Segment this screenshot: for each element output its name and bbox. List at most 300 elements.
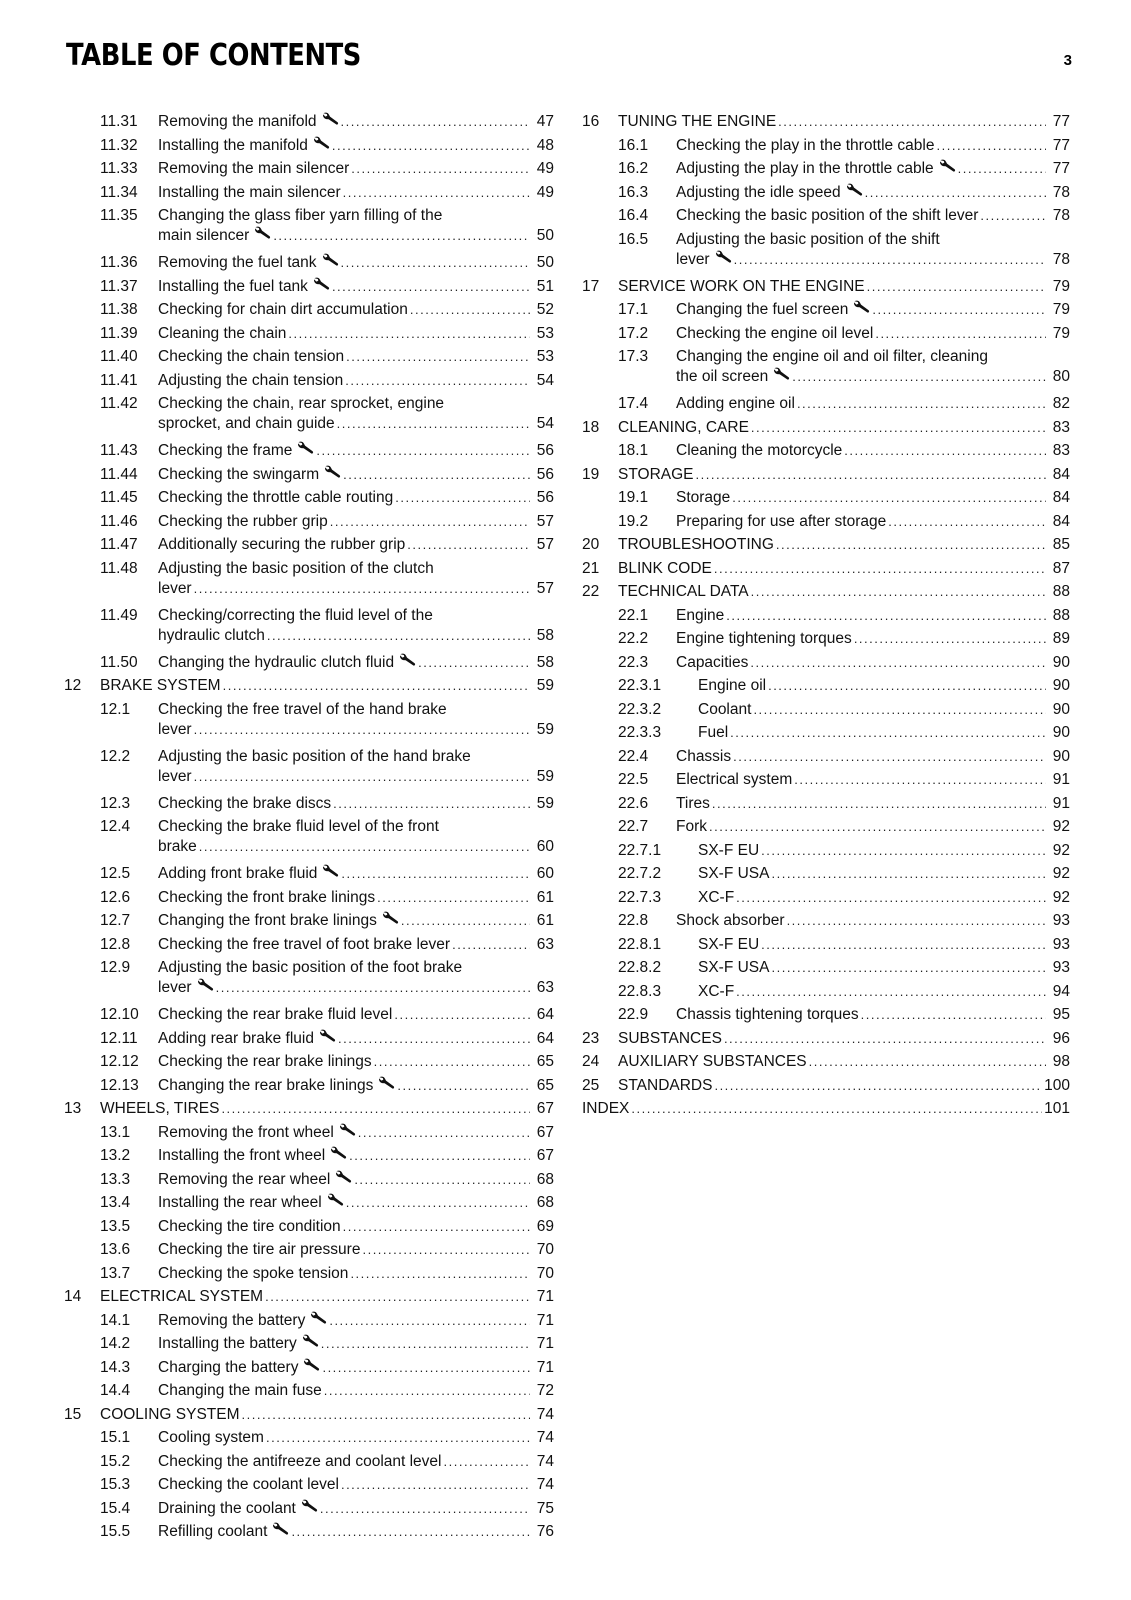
toc-entry-title: BRAKE SYSTEM	[100, 677, 221, 694]
toc-entry[interactable]	[64, 1074, 554, 1098]
toc-entry-title: the oil screen	[676, 368, 769, 385]
toc-entry[interactable]	[582, 557, 1070, 581]
toc-entry-number: 12.13	[100, 1076, 139, 1094]
dot-leader	[194, 765, 530, 789]
toc-entry-page: 98	[1052, 1053, 1070, 1070]
toc-entry[interactable]	[64, 1050, 554, 1074]
toc-entry-page: 67	[536, 1100, 554, 1117]
toc-entry-page: 96	[1052, 1029, 1070, 1047]
toc-entry-page: 57	[536, 512, 554, 530]
toc-entry-number: 11.41	[100, 371, 138, 389]
toc-entry-page: 93	[1052, 935, 1070, 953]
toc-entry-page: 49	[536, 160, 554, 177]
dot-leader	[792, 365, 1046, 389]
toc-entry[interactable]	[582, 275, 1070, 299]
toc-entry-number: 22	[582, 583, 600, 600]
toc-entry-title: Installing the rear wheel	[158, 1194, 322, 1211]
toc-entry-title: Electrical system	[676, 771, 793, 788]
toc-entry-page: 85	[1052, 536, 1070, 553]
toc-entry[interactable]	[64, 698, 554, 742]
toc-entry-number: 14.1	[100, 1311, 131, 1329]
toc-entry-number: 12.4	[100, 818, 131, 835]
toc-entry-title: SERVICE WORK ON THE ENGINE	[618, 277, 865, 295]
dot-leader	[407, 533, 530, 557]
toc-entry[interactable]	[64, 110, 554, 134]
toc-entry[interactable]	[582, 110, 1070, 134]
toc-entry[interactable]	[582, 815, 1070, 839]
toc-entry-number: 16.4	[618, 207, 649, 224]
toc-entry[interactable]	[64, 1027, 554, 1051]
toc-entry-number: 11.47	[100, 536, 138, 553]
toc-entry-title: Checking the coolant level	[158, 1476, 339, 1493]
toc-entry[interactable]	[582, 956, 1070, 980]
toc-entry-number: 11.46	[100, 512, 138, 530]
toc-entry-title: lever	[158, 720, 192, 738]
toc-entry[interactable]	[64, 1473, 554, 1497]
toc-entry-title: Preparing for use after storage	[676, 512, 887, 530]
dot-leader	[324, 1379, 530, 1403]
toc-entry-number: 22.8.3	[618, 982, 662, 1000]
toc-entry[interactable]	[582, 792, 1070, 816]
toc-entry-title: Checking the front brake linings	[158, 888, 376, 906]
dot-leader	[332, 134, 530, 158]
toc-entry[interactable]	[582, 1074, 1070, 1098]
toc-entry-title: Checking the swingarm	[158, 465, 320, 483]
toc-entry[interactable]	[64, 745, 554, 789]
toc-entry[interactable]	[582, 298, 1070, 322]
dot-leader	[980, 204, 1046, 228]
toc-entry[interactable]	[64, 1403, 554, 1427]
toc-entry-page: 59	[536, 720, 554, 738]
dot-leader	[712, 792, 1046, 816]
toc-entry-page: 84	[1052, 512, 1070, 530]
toc-entry[interactable]	[64, 157, 554, 181]
toc-entry-number: 22.2	[618, 630, 649, 647]
toc-entry-page: 61	[536, 888, 554, 906]
toc-entry-number: 15.4	[100, 1499, 131, 1517]
toc-entry-title: AUXILIARY SUBSTANCES	[618, 1053, 807, 1070]
toc-entry[interactable]	[64, 298, 554, 322]
dot-leader	[794, 768, 1046, 792]
wrench-icon	[319, 1029, 336, 1043]
dot-leader	[401, 909, 530, 933]
toc-entry-title: Checking the rear brake fluid level	[158, 1006, 393, 1023]
toc-entry-title: main silencer	[158, 227, 250, 244]
toc-entry[interactable]	[582, 228, 1070, 272]
toc-entry[interactable]	[64, 1144, 554, 1168]
dot-leader	[844, 439, 1046, 463]
toc-entry[interactable]	[582, 204, 1070, 228]
toc-entry-number: 13.7	[100, 1264, 131, 1282]
dot-leader	[330, 510, 530, 534]
toc-entry-page: 87	[1052, 559, 1070, 577]
dot-leader	[338, 1027, 530, 1051]
toc-entry-number: 12.6	[100, 888, 131, 906]
toc-entry-number: 12	[64, 677, 82, 694]
toc-entry-number: 22.9	[618, 1006, 649, 1023]
dot-leader	[714, 557, 1046, 581]
toc-entry[interactable]	[582, 580, 1070, 604]
toc-entry[interactable]	[582, 604, 1070, 628]
toc-entry-number: 24	[582, 1053, 600, 1070]
wrench-icon	[313, 136, 330, 150]
toc-entry-title: Installing the manifold	[158, 136, 308, 154]
dot-leader	[410, 298, 530, 322]
toc-entry-number: 11.31	[100, 113, 138, 130]
dot-leader	[696, 463, 1046, 487]
toc-entry-page: 88	[1052, 583, 1070, 600]
toc-entry-page: 78	[1052, 250, 1070, 268]
toc-entry-page: 67	[536, 1123, 554, 1141]
toc-entry-number: 11.50	[100, 653, 138, 671]
toc-entry-page: 59	[536, 767, 554, 785]
wrench-icon	[939, 159, 956, 173]
toc-entry[interactable]	[64, 1168, 554, 1192]
toc-entry[interactable]	[64, 204, 554, 248]
dot-leader	[771, 862, 1046, 886]
toc-entry-title: ELECTRICAL SYSTEM	[100, 1288, 264, 1305]
toc-entry[interactable]	[582, 157, 1070, 181]
toc-entry[interactable]	[64, 909, 554, 933]
toc-entry-title: lever	[676, 250, 710, 268]
toc-entry-number: 15.3	[100, 1476, 131, 1493]
toc-entry[interactable]	[582, 839, 1070, 863]
toc-entry-page: 100	[1044, 1076, 1070, 1094]
toc-entry-title: Installing the front wheel	[158, 1147, 326, 1164]
toc-entry[interactable]	[582, 181, 1070, 205]
toc-entry[interactable]	[582, 862, 1070, 886]
toc-entry-number: 14.4	[100, 1382, 131, 1399]
toc-entry-title: Checking the spoke tension	[158, 1264, 349, 1282]
toc-entry-number: 12.12	[100, 1053, 139, 1070]
toc-entry-number: 22.7	[618, 818, 649, 835]
toc-entry-title: Engine	[676, 606, 725, 624]
dot-leader	[349, 1144, 530, 1168]
toc-entry-number: 22.1	[618, 606, 649, 624]
dot-leader	[714, 1074, 1042, 1098]
toc-entry-number: 12.3	[100, 794, 131, 812]
toc-entry-title: Changing the main fuse	[158, 1382, 322, 1399]
toc-entry[interactable]	[64, 557, 554, 601]
toc-entry-number: 11.39	[100, 324, 138, 342]
dot-leader	[809, 1050, 1046, 1074]
toc-entry-page: 60	[536, 838, 554, 855]
toc-entry[interactable]	[582, 134, 1070, 158]
toc-entry-title: STORAGE	[618, 465, 694, 483]
dot-leader	[394, 1003, 530, 1027]
toc-entry-title: Checking the free travel of foot brake lever	[158, 935, 451, 953]
toc-entry-number: 11.37	[100, 277, 138, 295]
toc-entry-page: 65	[536, 1076, 554, 1094]
dot-leader	[316, 439, 530, 463]
toc-entry[interactable]	[582, 627, 1070, 651]
toc-entry[interactable]	[582, 392, 1070, 416]
toc-entry[interactable]	[582, 745, 1070, 769]
wrench-icon	[327, 1193, 344, 1207]
toc-entry[interactable]	[582, 322, 1070, 346]
toc-entry[interactable]	[64, 1003, 554, 1027]
wrench-icon	[399, 653, 416, 667]
toc-entry[interactable]	[582, 486, 1070, 510]
toc-entry-number: 12.2	[100, 747, 131, 765]
dot-leader	[861, 1003, 1046, 1027]
toc-entry-page: 91	[1052, 771, 1070, 788]
toc-entry[interactable]	[582, 674, 1070, 698]
toc-entry-page: 57	[536, 579, 554, 597]
toc-entry[interactable]	[582, 1050, 1070, 1074]
toc-entry-number: 22.3.1	[618, 677, 662, 694]
toc-entry-number: 11.32	[100, 136, 138, 154]
toc-entry-title: Adjusting the chain tension	[158, 371, 344, 389]
toc-entry-title: hydraulic clutch	[158, 626, 265, 644]
toc-entry-number: 22.4	[618, 747, 649, 765]
toc-entry-number: 11.38	[100, 301, 138, 318]
toc-entry[interactable]	[64, 1309, 554, 1333]
toc-entry-title: Adding rear brake fluid	[158, 1029, 314, 1047]
wrench-icon	[272, 1522, 289, 1536]
toc-entry[interactable]	[64, 181, 554, 205]
toc-entry[interactable]	[64, 439, 554, 463]
toc-entry-page: 80	[1052, 368, 1070, 385]
toc-entry[interactable]	[582, 768, 1070, 792]
toc-entry[interactable]	[64, 674, 554, 698]
wrench-icon	[378, 1076, 395, 1090]
toc-entry[interactable]	[582, 651, 1070, 675]
dot-leader	[267, 624, 530, 648]
toc-entry[interactable]	[582, 886, 1070, 910]
toc-entry[interactable]	[64, 1426, 554, 1450]
toc-entry[interactable]	[64, 651, 554, 675]
toc-entry-page: 79	[1052, 301, 1070, 318]
toc-entry-number: 16.2	[618, 160, 649, 177]
dot-leader	[875, 322, 1046, 346]
toc-entry[interactable]	[64, 1097, 554, 1121]
toc-entry[interactable]	[64, 1285, 554, 1309]
toc-entry-title: CLEANING, CARE	[618, 418, 749, 436]
dot-leader	[199, 835, 530, 859]
toc-entry-title: TUNING THE ENGINE	[618, 113, 777, 130]
wrench-icon	[301, 1499, 318, 1513]
toc-entry-title: Additionally securing the rubber grip	[158, 536, 406, 553]
toc-entry[interactable]	[64, 1191, 554, 1215]
toc-entry-page: 88	[1052, 606, 1070, 624]
toc-entry[interactable]	[64, 322, 554, 346]
dot-leader	[709, 815, 1046, 839]
dot-leader	[223, 674, 530, 698]
toc-entry-title: lever	[158, 579, 192, 597]
toc-entry[interactable]	[582, 1027, 1070, 1051]
toc-entry[interactable]	[64, 533, 554, 557]
toc-entry-title: Installing the battery	[158, 1335, 297, 1352]
toc-entry[interactable]	[64, 1379, 554, 1403]
toc-entry[interactable]	[582, 933, 1070, 957]
dot-leader	[350, 1262, 530, 1286]
toc-entry[interactable]	[582, 439, 1070, 463]
dot-leader	[346, 345, 530, 369]
toc-entry[interactable]	[64, 1215, 554, 1239]
toc-entry[interactable]	[582, 698, 1070, 722]
toc-entry-title: Adjusting the basic position of the clutch	[158, 559, 434, 577]
toc-entry-page: 72	[536, 1382, 554, 1399]
toc-entry-title: XC-F	[698, 888, 735, 906]
toc-entry-title: SX-F USA	[698, 865, 770, 882]
toc-entry[interactable]	[64, 1262, 554, 1286]
toc-entry-number: 17.4	[618, 395, 649, 412]
dot-leader	[751, 416, 1046, 440]
toc-entry[interactable]	[582, 721, 1070, 745]
dot-leader	[288, 322, 530, 346]
toc-entry[interactable]	[64, 1356, 554, 1380]
dot-leader	[322, 1356, 530, 1380]
toc-entry[interactable]	[64, 392, 554, 436]
toc-entry[interactable]	[64, 510, 554, 534]
toc-entry-page: 67	[536, 1147, 554, 1164]
toc-entry[interactable]	[64, 792, 554, 816]
toc-entry-number: 22.6	[618, 794, 649, 812]
toc-entry-number: 12.7	[100, 912, 131, 929]
toc-entry-title: Chassis tightening torques	[676, 1006, 859, 1023]
wrench-icon	[339, 1123, 356, 1137]
toc-entry[interactable]	[64, 815, 554, 859]
toc-column-left	[64, 110, 554, 1544]
toc-entry-page: 78	[1052, 183, 1070, 201]
toc-entry[interactable]	[64, 1332, 554, 1356]
wrench-icon	[324, 465, 341, 479]
toc-entry-title: lever	[158, 979, 192, 996]
toc-entry[interactable]	[64, 1520, 554, 1544]
toc-entry-title: lever	[158, 767, 192, 785]
toc-entry[interactable]	[64, 933, 554, 957]
toc-entry-number: 22.5	[618, 771, 649, 788]
toc-entry[interactable]	[582, 980, 1070, 1004]
toc-entry-page: 70	[536, 1264, 554, 1282]
toc-entry-title: TECHNICAL DATA	[618, 583, 749, 600]
toc-entry-number: 22.7.1	[618, 841, 662, 859]
wrench-icon	[302, 1334, 319, 1348]
toc-entry-page: 50	[536, 227, 554, 244]
toc-entry[interactable]	[582, 909, 1070, 933]
toc-entry[interactable]	[64, 956, 554, 1000]
toc-entry-title: Checking the tire condition	[158, 1217, 341, 1235]
dot-leader	[787, 909, 1046, 933]
dot-leader	[194, 718, 530, 742]
toc-entry-title: Changing the front brake linings	[158, 912, 377, 929]
toc-entry-page: 71	[536, 1335, 554, 1352]
dot-leader	[345, 369, 530, 393]
dot-leader	[397, 1074, 530, 1098]
toc-entry-title: Adjusting the basic position of the foot brake	[158, 959, 463, 976]
toc-entry-title: Fork	[676, 818, 707, 835]
toc-entry-number: 14.3	[100, 1358, 131, 1376]
wrench-icon	[322, 112, 339, 126]
dot-leader	[888, 510, 1046, 534]
toc-entry[interactable]	[64, 862, 554, 886]
page-title: TABLE OF CONTENTS	[66, 38, 361, 73]
toc-entry[interactable]	[64, 275, 554, 299]
toc-entry-title: Capacities	[676, 653, 749, 671]
toc-entry-page: 77	[1052, 160, 1070, 177]
toc-entry-title: Checking the free travel of the hand brake	[158, 700, 447, 718]
toc-entry[interactable]	[64, 486, 554, 510]
toc-entry[interactable]	[64, 1121, 554, 1145]
dot-leader	[734, 248, 1046, 272]
dot-leader	[354, 1168, 530, 1192]
toc-entry-page: 58	[536, 653, 554, 671]
toc-entry[interactable]	[582, 510, 1070, 534]
dot-leader	[362, 1238, 530, 1262]
toc-entry[interactable]	[582, 1003, 1070, 1027]
toc-entry-title: Removing the manifold	[158, 113, 317, 130]
toc-entry-number: 12.10	[100, 1006, 139, 1023]
toc-entry-number: 20	[582, 536, 600, 553]
wrench-icon	[197, 978, 214, 992]
toc-entry[interactable]	[64, 886, 554, 910]
toc-entry-page: 93	[1052, 912, 1070, 929]
toc-entry-page: 83	[1052, 418, 1070, 436]
toc-entry-page: 74	[536, 1405, 554, 1423]
toc-entry[interactable]	[582, 463, 1070, 487]
toc-entry-title: Refilling coolant	[158, 1523, 268, 1540]
toc-entry-page: 78	[1052, 207, 1070, 224]
toc-entry[interactable]	[582, 1097, 1070, 1121]
toc-entry[interactable]	[582, 345, 1070, 389]
toc-entry-page: 71	[536, 1358, 554, 1376]
wrench-icon	[382, 911, 399, 925]
toc-entry-title: Tires	[676, 794, 710, 812]
toc-entry-number: 17	[582, 277, 600, 295]
dot-leader	[266, 1426, 530, 1450]
dot-leader	[444, 1450, 531, 1474]
toc-entry-number: 16.3	[618, 183, 649, 201]
toc-entry-number: 13.1	[100, 1123, 131, 1141]
toc-entry-number: 16.5	[618, 230, 649, 248]
toc-entry[interactable]	[64, 134, 554, 158]
toc-entry-number: 15.2	[100, 1452, 131, 1470]
toc-entry-title: Charging the battery	[158, 1358, 299, 1376]
dot-leader	[374, 1050, 530, 1074]
toc-entry-page: 63	[536, 979, 554, 996]
toc-entry[interactable]	[582, 533, 1070, 557]
wrench-icon	[853, 300, 870, 314]
toc-entry-title: Removing the front wheel	[158, 1123, 334, 1141]
toc-entry[interactable]	[64, 345, 554, 369]
toc-entry-page: 95	[1052, 1006, 1070, 1023]
toc-entry[interactable]	[582, 416, 1070, 440]
dot-leader	[343, 181, 530, 205]
toc-entry[interactable]	[64, 463, 554, 487]
toc-entry-title: Checking the chain tension	[158, 348, 345, 365]
dot-leader	[937, 134, 1047, 158]
toc-entry[interactable]	[64, 1238, 554, 1262]
toc-entry[interactable]	[64, 604, 554, 648]
dot-leader	[273, 224, 530, 248]
toc-entry-title: Checking the frame	[158, 442, 293, 459]
dot-leader	[321, 1332, 530, 1356]
toc-entry-number: 13.4	[100, 1194, 131, 1211]
toc-entry-title: Engine tightening torques	[676, 630, 852, 647]
toc-entry[interactable]	[64, 369, 554, 393]
dot-leader	[395, 486, 530, 510]
toc-entry[interactable]	[64, 251, 554, 275]
toc-entry[interactable]	[64, 1450, 554, 1474]
dot-leader	[329, 1309, 530, 1333]
toc-entry-number: 11.44	[100, 465, 138, 483]
toc-entry[interactable]	[64, 1497, 554, 1521]
toc-entry-page: 79	[1052, 277, 1070, 295]
toc-entry-page: 71	[536, 1311, 554, 1329]
toc-entry-number: 11.43	[100, 442, 138, 459]
toc-entry-title: Cleaning the chain	[158, 324, 287, 342]
